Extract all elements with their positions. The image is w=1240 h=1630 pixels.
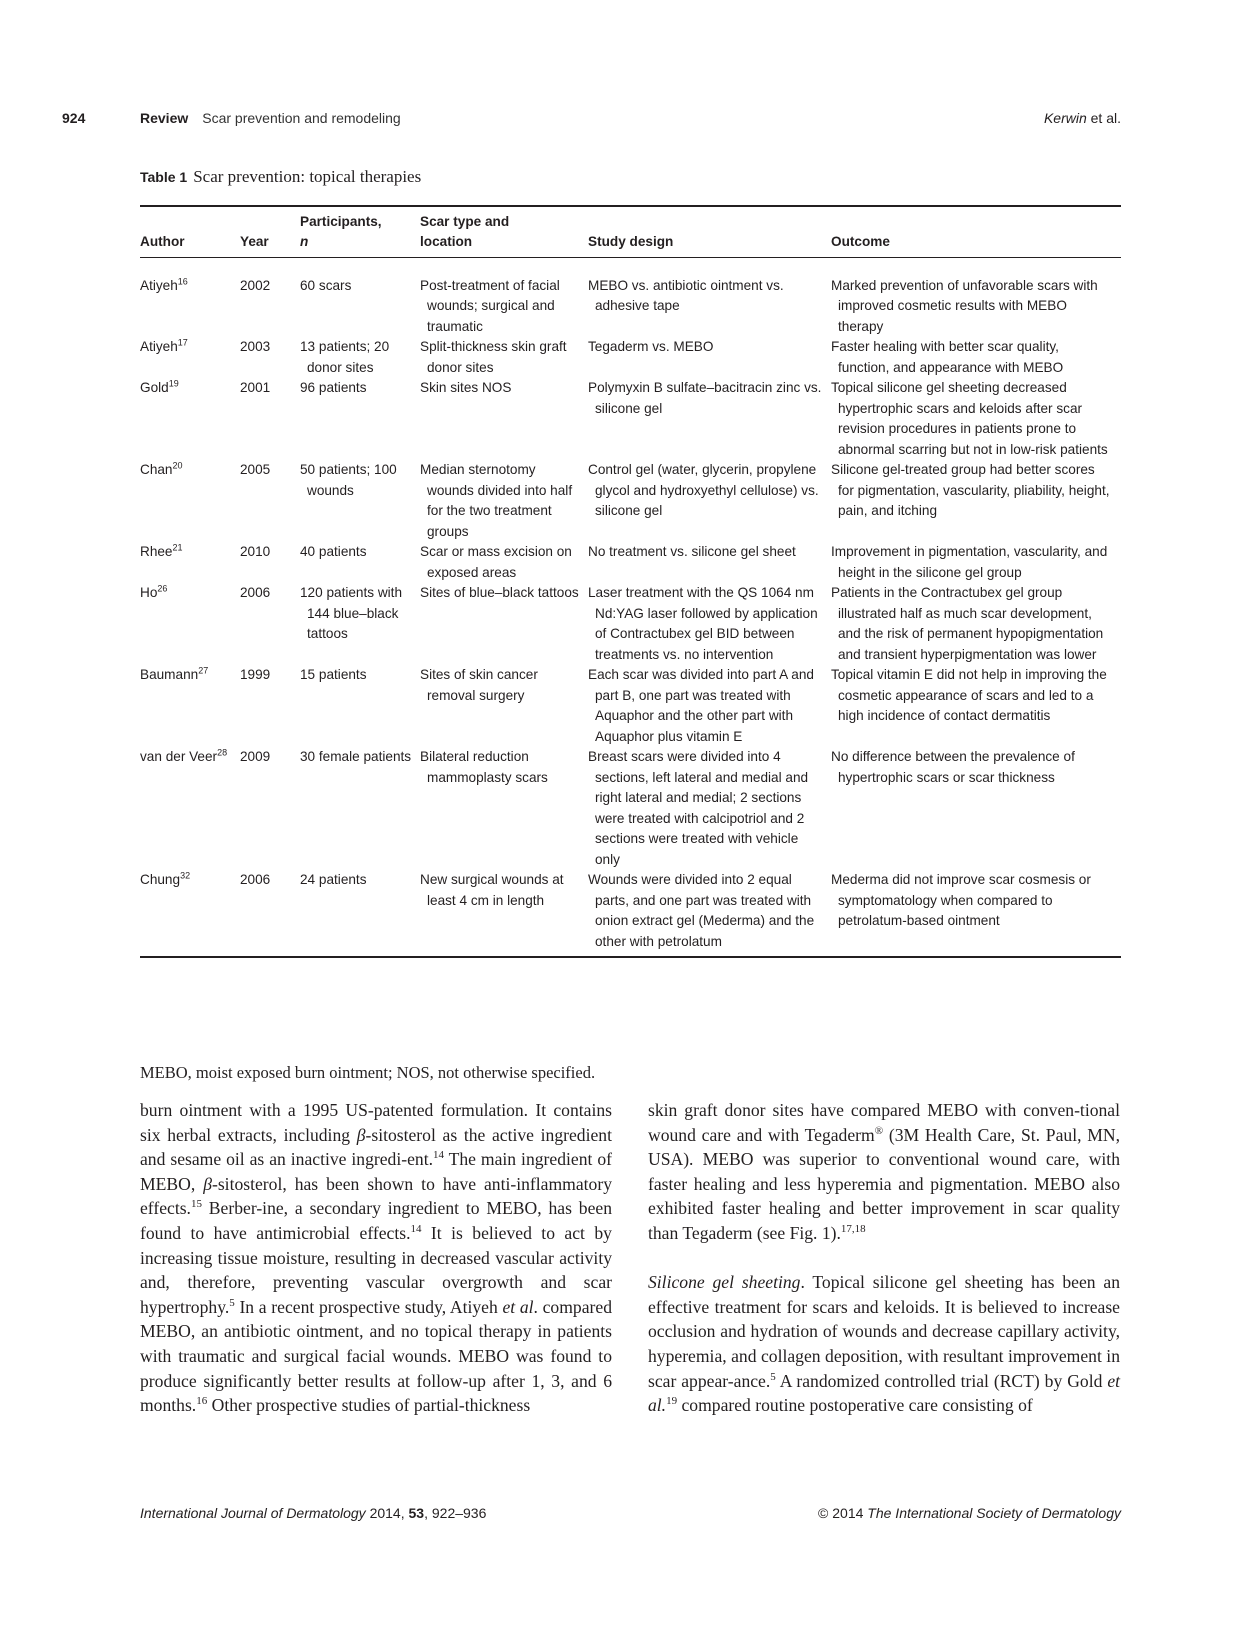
outcome-text: Patients in the Contractubex gel group illustrated half as much scar development, and the risk of permanent hypopigmentation and transient hyperpigmentation was lower [831, 585, 1104, 662]
reference-citation: 5 [770, 1370, 776, 1383]
location-text: Skin sites NOS [420, 380, 512, 395]
cell-year: 2009 [240, 749, 271, 764]
reference-citation: 17,18 [840, 1223, 866, 1236]
table-row [140, 583, 1121, 665]
design-text: No treatment vs. silicone gel sheet [588, 544, 796, 559]
cell-author [140, 870, 240, 957]
copyright [818, 1503, 1121, 1523]
table-row [140, 747, 1121, 870]
reference-citation: 20 [172, 460, 183, 471]
cell-year: 2006 [240, 870, 300, 957]
subsection-heading: Silicone gel sheeting [648, 1272, 801, 1293]
text-run: . Topical silicone gel sheeting has been an effective treatment for scars and keloids. It is believed to increase occlusion and hydration of wounds and decrease capillary activity, hyperemia, and collagen deposition, with resultant improvement in scar appear-ance. [648, 1272, 1120, 1391]
author-text [140, 870, 240, 891]
participants-text: 60 scars [300, 277, 352, 293]
text-run: -sitosterol as the active ingredient and sesame oil as an inactive ingredi-ent. [140, 1124, 612, 1170]
cell-outcome [831, 542, 1121, 583]
paragraph [648, 1098, 1120, 1246]
cell-location [420, 870, 588, 957]
cell-design [588, 665, 831, 747]
cell-author [140, 337, 240, 378]
reference-citation: 21 [172, 542, 183, 553]
author-text [140, 665, 240, 686]
column-header-design: Study design [588, 206, 831, 257]
design-text: Control gel (water, glycerin, propylene glycol and hydroxyethyl cellulose) vs. silicone gel [588, 462, 819, 518]
reference-citation: 28 [217, 747, 228, 758]
column-header-outcome: Outcome [831, 206, 1121, 257]
design-text: MEBO vs. antibiotic ointment vs. adhesive tape [588, 277, 784, 313]
outcome-text: Faster healing with better scar quality, function, and appearance with MEBO [831, 339, 1064, 375]
cell-design [588, 747, 831, 870]
outcome-text: Improvement in pigmentation, vascularity, and height in the silicone gel group [831, 544, 1108, 580]
cell-outcome [831, 460, 1121, 542]
cell-location [420, 665, 588, 747]
participants-header-n: n [300, 234, 309, 249]
participants-text: 24 patients [300, 872, 367, 887]
reference-citation: 5 [229, 1296, 235, 1309]
column-header-participants [300, 206, 420, 257]
author-name: Gold [140, 380, 169, 395]
cell-outcome [831, 583, 1121, 665]
reference-citation: 16 [196, 1395, 208, 1408]
reference-citation: 14 [410, 1223, 422, 1236]
location-text: Scar or mass excision on exposed areas [420, 544, 572, 580]
reference-citation: 26 [157, 583, 168, 594]
cell-author [140, 460, 240, 542]
scar-prevention-table [140, 205, 1121, 958]
running-footer [140, 1503, 1121, 1523]
design-text: Each scar was divided into part A and part B, one part was treated with Aquaphor and the other part with Aquaphor plus vitamin E [588, 667, 814, 744]
body-column-left [140, 1098, 612, 1418]
cell-location [420, 542, 588, 583]
author-text [140, 460, 240, 481]
table-row [140, 460, 1121, 542]
location-text: Split-thickness skin graft donor sites [420, 339, 567, 375]
location-text: Post-treatment of facial wounds; surgical and traumatic [420, 277, 560, 334]
outcome-text: Topical silicone gel sheeting decreased hypertrophic scars and keloids after scar revision procedures in patients prone to abnormal scarring but not in low-risk patients [831, 380, 1108, 457]
paragraph [140, 1098, 612, 1418]
outcome-text: Silicone gel-treated group had better scores for pigmentation, vascularity, pliability, height, pain, and itching [831, 462, 1110, 518]
participants-text: 40 patients [300, 544, 367, 559]
outcome-text: Mederma did not improve scar cosmesis or symptomatology when compared to petrolatum-based ointment [831, 872, 1091, 928]
cell-location [420, 378, 588, 460]
cell-location [420, 583, 588, 665]
cell-location [420, 337, 588, 378]
running-author [1044, 108, 1121, 128]
cell-outcome [831, 257, 1121, 337]
cell-outcome [831, 665, 1121, 747]
cell-participants [300, 583, 420, 665]
et-al: et al. [648, 1370, 1121, 1416]
cell-author [140, 747, 240, 870]
design-text: Polymyxin B sulfate–bacitracin zinc vs. silicone gel [588, 380, 822, 416]
author-text [140, 337, 240, 358]
cell-author [140, 378, 240, 460]
greek-beta: β [356, 1124, 366, 1145]
cell-author [140, 665, 240, 747]
journal-volume: 53 [408, 1505, 425, 1521]
cell-year: 2002 [240, 277, 271, 293]
location-header-line2: location [420, 234, 473, 249]
outcome-text: Topical vitamin E did not help in improving the cosmetic appearance of scars and led to a high incidence of contact dermatitis [831, 667, 1107, 723]
reference-citation: 14 [433, 1149, 444, 1162]
table-body [140, 257, 1121, 957]
author-name: Baumann [140, 667, 199, 682]
cell-location [420, 747, 588, 870]
text-run: A randomized controlled trial (RCT) by Gold [775, 1370, 1108, 1391]
table-row [140, 665, 1121, 747]
copyright-holder: The International Society of Dermatology [867, 1505, 1121, 1521]
design-text: Tegaderm vs. MEBO [588, 339, 714, 354]
author-name: Chan [140, 462, 173, 477]
cell-outcome [831, 337, 1121, 378]
cell-design [588, 583, 831, 665]
cell-year: 2001 [240, 380, 271, 395]
text-run: -sitosterol, has been shown to have anti-inflammatory effects. [140, 1173, 612, 1219]
page-number: 924 [62, 110, 86, 126]
table-caption [140, 166, 1121, 188]
participants-text: 96 patients [300, 380, 367, 395]
author-text [140, 747, 240, 768]
text-run: burn ointment with a 1995 US-patented formulation. It contains six herbal extracts, including [140, 1100, 612, 1145]
text-run: Other prospective studies of partial-thickness [207, 1395, 531, 1416]
location-header-line1: Scar type and [420, 213, 510, 229]
cell-participants [300, 460, 420, 542]
table-row [140, 337, 1121, 378]
author-name: van der Veer [140, 749, 218, 764]
cell-design [588, 460, 831, 542]
table-row [140, 257, 1121, 337]
author-text [140, 542, 240, 563]
table-row [140, 378, 1121, 460]
cell-design [588, 378, 831, 460]
participants-header-line1: Participants, [300, 213, 382, 229]
column-header-year: Year [240, 206, 300, 257]
reference-citation: 27 [198, 665, 209, 676]
cell-participants [300, 870, 420, 957]
reference-citation: 19 [666, 1395, 678, 1408]
cell-year: 2006 [240, 585, 271, 600]
participants-text: 30 female patients [300, 749, 412, 764]
section-topic: Scar prevention and remodeling [202, 110, 401, 126]
author-text [140, 276, 240, 297]
text-run: skin graft donor sites have compared MEBO with conven-tional wound care and with Tegaderm [648, 1100, 1120, 1145]
cell-participants [300, 665, 420, 747]
author-name: Ho [140, 585, 158, 600]
body-column-right [648, 1098, 1120, 1418]
journal-name: International Journal of Dermatology [140, 1505, 366, 1521]
column-header-location [420, 206, 588, 257]
journal-citation [140, 1505, 486, 1521]
cell-participants [300, 378, 420, 460]
cell-year: 2010 [240, 544, 271, 559]
reference-citation: 19 [168, 378, 179, 389]
participants-text: 50 patients; 100 wounds [300, 462, 397, 498]
location-text: Sites of skin cancer removal surgery [420, 667, 538, 703]
text-run: (3M Health Care, St. Paul, MN, USA). MEBO was superior to conventional wound care, with faster healing and less hyperemia and pigmentation. MEBO also exhibited faster healing and better improvement in scar quality than Tegaderm (see Fig. 1). [648, 1124, 1121, 1243]
design-text: Laser treatment with the QS 1064 nm Nd:YAG laser followed by application of Contractubex gel BID between treatments vs. no intervention [588, 585, 818, 662]
author-name: Chung [140, 872, 181, 887]
journal-year: 2014, [365, 1505, 409, 1521]
location-text: Median sternotomy wounds divided into half for the two treatment groups [420, 462, 573, 539]
cell-design [588, 542, 831, 583]
et-al: et al [502, 1296, 534, 1317]
cell-year: 1999 [240, 667, 271, 682]
cell-outcome [831, 870, 1121, 957]
text-run: In a recent prospective study, Atiyeh [234, 1296, 503, 1317]
cell-author [140, 542, 240, 583]
paragraph [648, 1270, 1120, 1418]
design-text: Breast scars were divided into 4 sections, left lateral and medial and right lateral and medial; 2 sections were treated with calcipotriol and 2 sections were treated with vehicle only [588, 749, 809, 867]
location-text: Sites of blue–black tattoos [420, 585, 579, 600]
cell-design [588, 257, 831, 337]
cell-year: 2003 [240, 339, 271, 354]
text-run: The main ingredient of MEBO, [140, 1149, 612, 1194]
copyright-year: © 2014 [818, 1505, 868, 1521]
text-run: . compared MEBO, an antibiotic ointment, and no topical therapy in patients with traumatic and surgical facial wounds. MEBO was found to produce significantly better results at follow-up after 1, 3, and 6 months. [140, 1296, 612, 1416]
cell-participants [300, 747, 420, 870]
cell-author [140, 583, 240, 665]
table-label: Table 1 [140, 169, 188, 185]
table-footnote: MEBO, moist exposed burn ointment; NOS, not otherwise specified. [140, 1063, 596, 1082]
cell-design [588, 337, 831, 378]
author-name: Rhee [140, 544, 173, 559]
location-text: Bilateral reduction mammoplasty scars [420, 749, 548, 785]
cell-year: 2005 [240, 462, 271, 477]
participants-text: 120 patients with 144 blue–black tattoos [300, 585, 403, 641]
cell-location [420, 257, 588, 337]
table-title: Scar prevention: topical therapies [193, 167, 422, 186]
cell-design [588, 870, 831, 957]
journal-pages: , 922–936 [424, 1505, 487, 1521]
author-text [140, 378, 240, 399]
cell-location [420, 460, 588, 542]
participants-text: 13 patients; 20 donor sites [300, 339, 390, 375]
running-header [62, 108, 1121, 128]
reference-citation: 32 [180, 870, 191, 881]
greek-beta: β [203, 1173, 212, 1194]
author-text [140, 583, 240, 604]
author-name: Kerwin [1043, 110, 1087, 126]
table-row [140, 870, 1121, 957]
cell-outcome [831, 747, 1121, 870]
text-run: It is believed to act by increasing tissue moisture, resulting in decreased vascular activity and, therefore, preventing vascular overgrowth and scar hypertrophy. [140, 1222, 612, 1317]
author-name: Atiyeh [140, 277, 178, 293]
cell-outcome [831, 378, 1121, 460]
author-name: Atiyeh [140, 339, 178, 354]
column-header-author: Author [140, 206, 240, 257]
section-label: Review [140, 110, 189, 126]
cell-participants [300, 337, 420, 378]
cell-participants [300, 542, 420, 583]
reference-citation: 17 [177, 337, 188, 348]
registered-mark: ® [874, 1124, 884, 1137]
table-row [140, 542, 1121, 583]
location-text: New surgical wounds at least 4 cm in length [420, 872, 564, 908]
cell-author [140, 257, 240, 337]
reference-citation: 16 [177, 275, 188, 286]
cell-participants [300, 257, 420, 337]
design-text: Wounds were divided into 2 equal parts, and one part was treated with onion extract gel (Mederma) and the other with petrolatum [588, 872, 815, 949]
text-run: Berber-ine, a secondary ingredient to MEBO, has been found to have antimicrobial effects. [140, 1198, 612, 1243]
author-suffix: et al. [1086, 110, 1121, 126]
outcome-text: No difference between the prevalence of hypertrophic scars or scar thickness [831, 749, 1075, 785]
outcome-text: Marked prevention of unfavorable scars with improved cosmetic results with MEBO therapy [831, 277, 1098, 334]
reference-citation: 15 [190, 1198, 202, 1211]
text-run: compared routine postoperative care consisting of [677, 1395, 1033, 1416]
participants-text: 15 patients [300, 667, 367, 682]
table-header-row [140, 206, 1121, 257]
